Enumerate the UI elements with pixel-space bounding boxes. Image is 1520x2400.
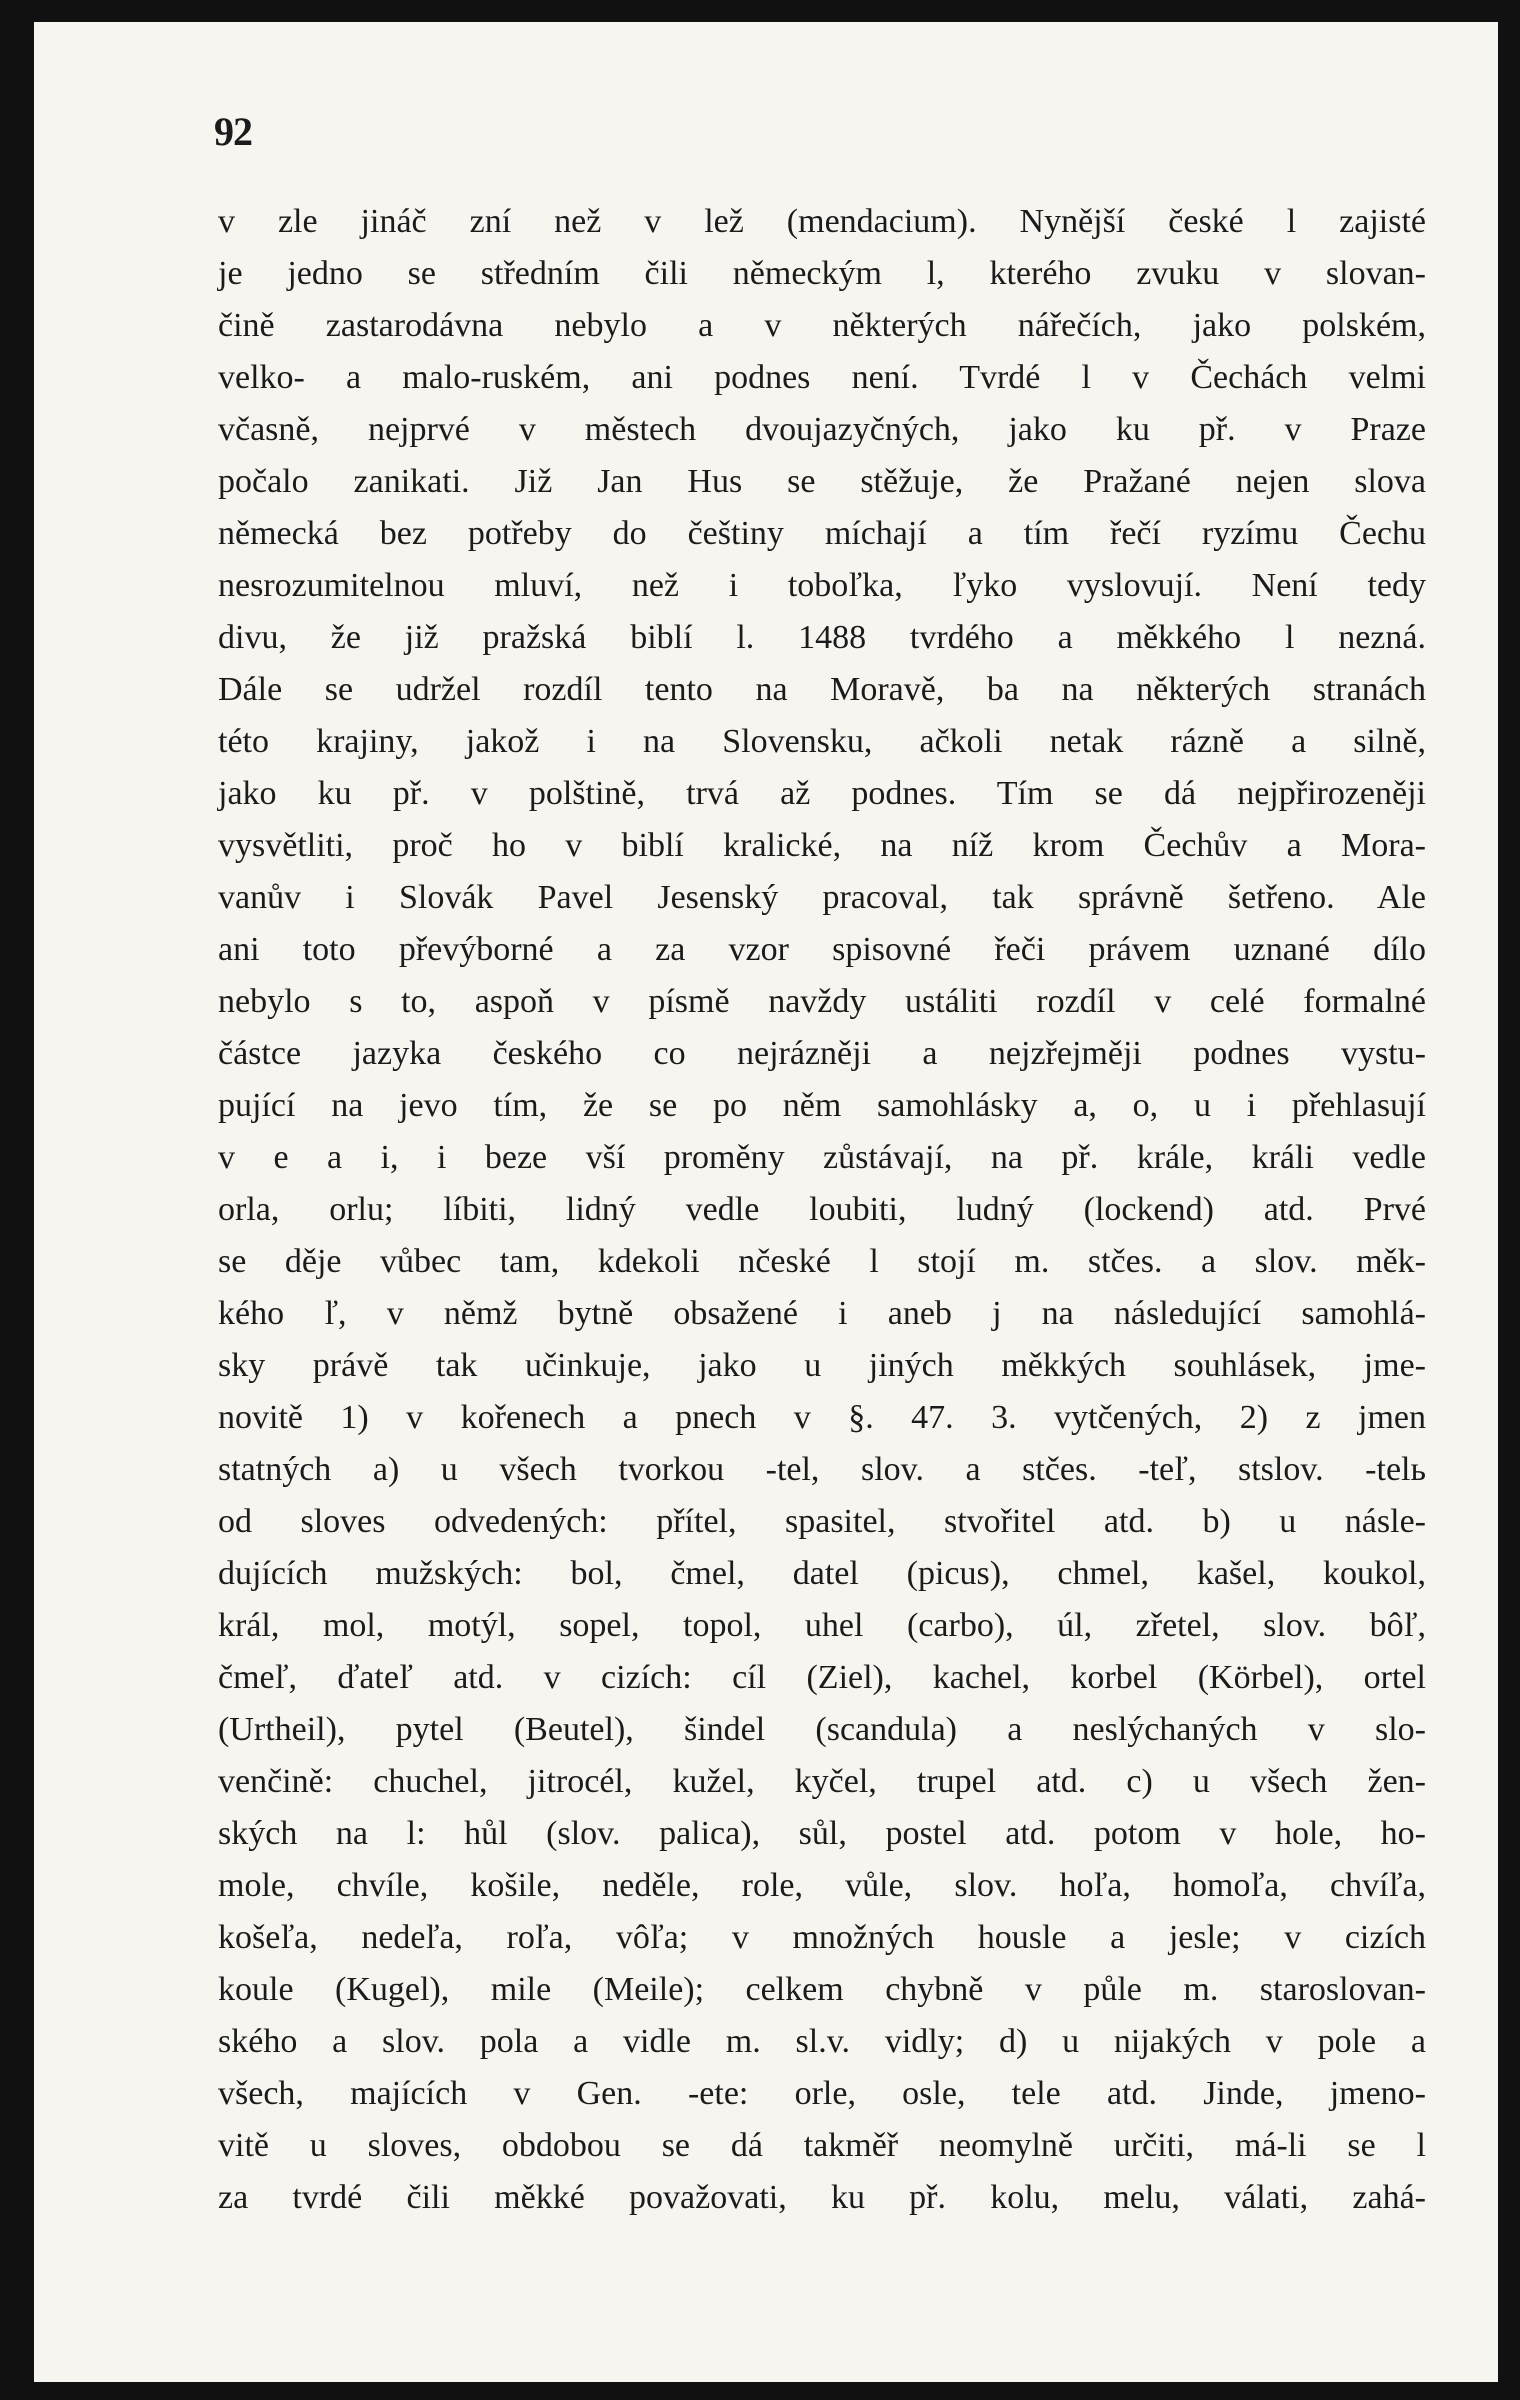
text-line: venčině: chuchel, jitrocél, kužel, kyčel, trupel atd. c) u všech žen- — [218, 1763, 1426, 1800]
text-line: mole, chvíle, košile, neděle, role, vůle, slov. hoľa, homoľa, chvíľa, — [218, 1867, 1426, 1904]
text-line: statných a) u všech tvorkou -tel, slov. a stčes. -teľ, stslov. -telь — [218, 1451, 1426, 1488]
text-line: kého ľ, v němž bytně obsažené i aneb j na následující samohlá- — [218, 1295, 1426, 1332]
text-line: jako ku př. v polštině, trvá až podnes. Tím se dá nejpřirozeněji — [218, 775, 1426, 812]
text-line: novitě 1) v kořenech a pnech v §. 47. 3. vytčených, 2) z jmen — [218, 1399, 1426, 1436]
scan-border-bottom — [0, 2382, 1520, 2400]
text-line: počalo zanikati. Již Jan Hus se stěžuje, že Pražané nejen slova — [218, 463, 1426, 500]
text-line: od sloves odvedených: přítel, spasitel, stvořitel atd. b) u násle- — [218, 1503, 1426, 1540]
text-line: všech, majících v Gen. -ete: orle, osle, tele atd. Jinde, jmeno- — [218, 2075, 1426, 2112]
text-line: pující na jevo tím, že se po něm samohlásky a, o, u i přehlasují — [218, 1087, 1426, 1124]
text-line: dujících mužských: bol, čmel, datel (picus), chmel, kašel, koukol, — [218, 1555, 1426, 1592]
text-line: sky právě tak učinkuje, jako u jiných měkkých souhlásek, jme- — [218, 1347, 1426, 1384]
text-line: nebylo s to, aspoň v písmě navždy ustáliti rozdíl v celé formalné — [218, 983, 1426, 1020]
text-line: v e a i, i beze vší proměny zůstávají, na př. krále, králi vedle — [218, 1139, 1426, 1176]
text-line: německá bez potřeby do češtiny míchají a tím řečí ryzímu Čechu — [218, 515, 1426, 552]
text-line: velko- a malo-ruském, ani podnes není. Tvrdé l v Čechách velmi — [218, 359, 1426, 396]
text-line: divu, že již pražská biblí l. 1488 tvrdého a měkkého l nezná. — [218, 619, 1426, 656]
text-line: ských na l: hůl (slov. palica), sůl, postel atd. potom v hole, ho- — [218, 1815, 1426, 1852]
text-line: této krajiny, jakož i na Slovensku, ačkoli netak rázně a silně, — [218, 723, 1426, 760]
text-line: ského a slov. pola a vidle m. sl.v. vidly; d) u nijakých v pole a — [218, 2023, 1426, 2060]
text-line: vysvětliti, proč ho v biblí kralické, na níž krom Čechův a Mora- — [218, 827, 1426, 864]
text-line: král, mol, motýl, sopel, topol, uhel (carbo), úl, zřetel, slov. bôľ, — [218, 1607, 1426, 1644]
text-line: košeľa, nedeľa, roľa, vôľa; v množných housle a jesle; v cizích — [218, 1919, 1426, 1956]
text-line: vanův i Slovák Pavel Jesenský pracoval, tak správně šetřeno. Ale — [218, 879, 1426, 916]
text-line: orla, orlu; líbiti, lidný vedle loubiti, ludný (lockend) atd. Prvé — [218, 1191, 1426, 1228]
text-line: ani toto převýborné a za vzor spisovné řeči právem uznané dílo — [218, 931, 1426, 968]
text-line: se děje vůbec tam, kdekoli nčeské l stojí m. stčes. a slov. měk- — [218, 1243, 1426, 1280]
scan-border-right — [1498, 0, 1520, 2400]
text-line: včasně, nejprvé v městech dvoujazyčných, jako ku př. v Praze — [218, 411, 1426, 448]
text-line: v zle jináč zní než v lež (mendacium). Nynější české l zajisté — [218, 203, 1426, 240]
text-line: (Urtheil), pytel (Beutel), šindel (scandula) a neslýchaných v slo- — [218, 1711, 1426, 1748]
text-line: koule (Kugel), mile (Meile); celkem chybně v půle m. staroslovan- — [218, 1971, 1426, 2008]
text-line: za tvrdé čili měkké považovati, ku př. kolu, melu, válati, zahá- — [218, 2179, 1426, 2216]
text-line: nesrozumitelnou mluví, než i toboľka, ľyko vyslovují. Není tedy — [218, 567, 1426, 604]
text-line: vitě u sloves, obdobou se dá takměř neomylně určiti, má-li se l — [218, 2127, 1426, 2164]
text-line: je jedno se středním čili německým l, kterého zvuku v slovan- — [218, 255, 1426, 292]
text-line: částce jazyka českého co nejrázněji a nejzřejměji podnes vystu- — [218, 1035, 1426, 1072]
text-line: čině zastarodávna nebylo a v některých nářečích, jako polském, — [218, 307, 1426, 344]
scan-border-top — [0, 0, 1520, 22]
text-line: čmeľ, ďateľ atd. v cizích: cíl (Ziel), kachel, korbel (Körbel), ortel — [218, 1659, 1426, 1696]
body-text — [218, 196, 1426, 2224]
scan-border-left — [0, 0, 34, 2400]
text-line: Dále se udržel rozdíl tento na Moravě, ba na některých stranách — [218, 671, 1426, 708]
page-number: 92 — [214, 109, 252, 154]
